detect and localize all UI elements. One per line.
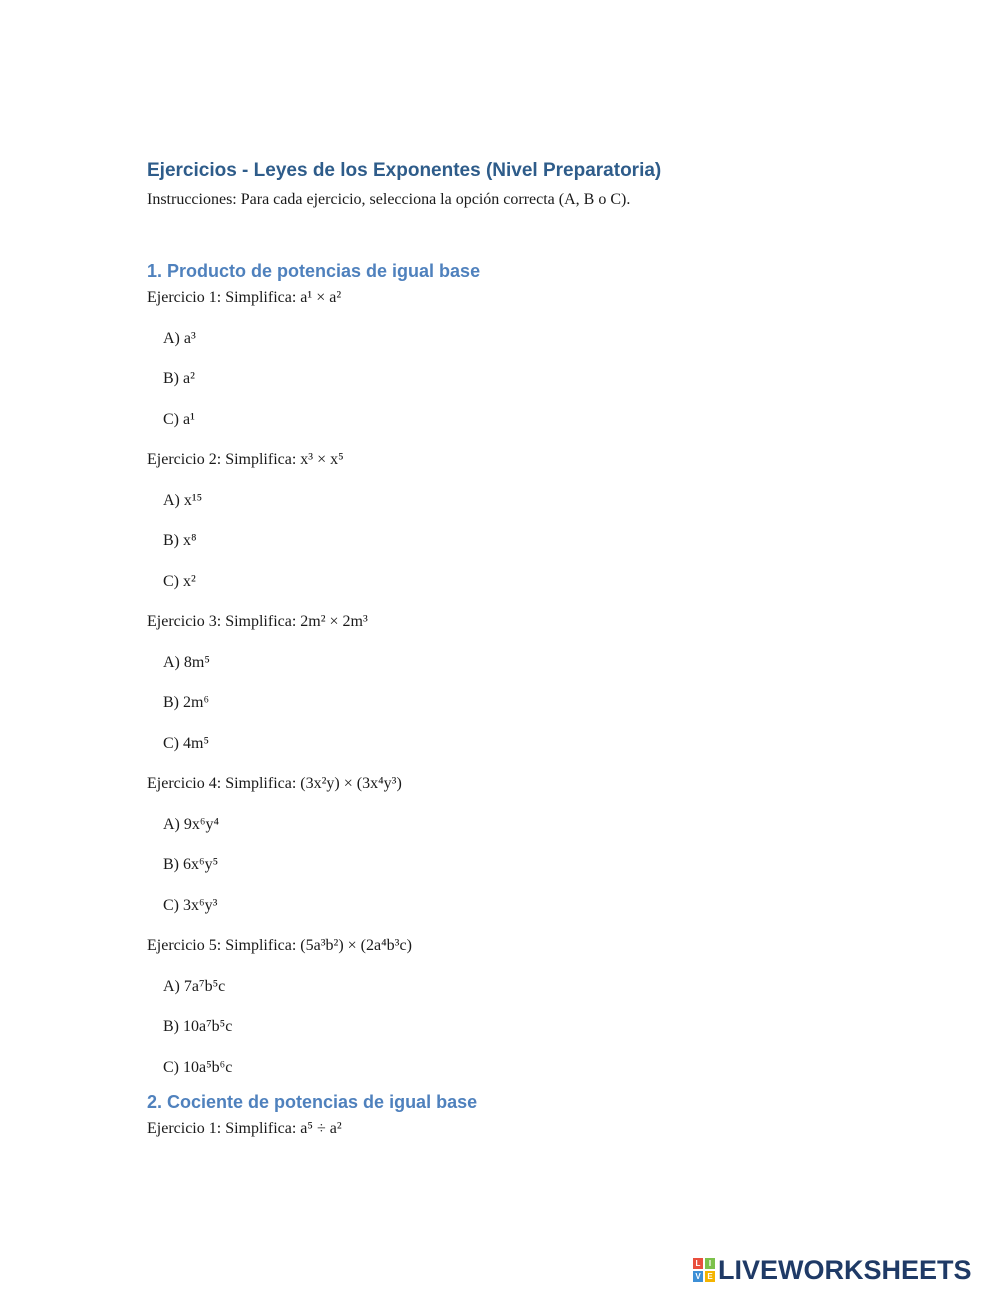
logo-mark-letter: V xyxy=(693,1271,703,1282)
exercise-1 xyxy=(147,286,927,432)
option-b[interactable]: B) x⁸ xyxy=(163,532,197,549)
exercise-prompt: Ejercicio 4: Simplifica: (3x²y) × (3x⁴y³) xyxy=(147,775,402,792)
option-a[interactable]: A) a³ xyxy=(163,329,196,347)
exercise-2 xyxy=(147,448,927,594)
option-b[interactable]: B) 2m⁶ xyxy=(163,694,210,711)
exercise-prompt: Ejercicio 3: Simplifica: 2m² × 2m³ xyxy=(147,613,368,630)
option-c[interactable]: C) 4m⁵ xyxy=(163,734,210,752)
exercise-1 xyxy=(147,1117,927,1141)
section-product xyxy=(147,258,927,1080)
exercise-3 xyxy=(147,610,927,756)
liveworksheets-logo-icon xyxy=(693,1258,715,1282)
liveworksheets-logo xyxy=(693,1256,972,1284)
exercise-prompt: Ejercicio 2: Simplifica: x³ × x⁵ xyxy=(147,451,344,468)
section-title: 2. Cociente de potencias de igual base xyxy=(147,1091,478,1112)
option-a[interactable]: A) 7a⁷b⁵c xyxy=(163,977,226,995)
option-a[interactable]: A) x¹⁵ xyxy=(163,491,203,509)
instructions-text: Instrucciones: Para cada ejercicio, selecciona la opción correcta (A, B o C). xyxy=(147,191,631,208)
section-quotient xyxy=(147,1089,927,1141)
option-b[interactable]: B) a² xyxy=(163,370,195,387)
logo-mark-letter: L xyxy=(693,1258,703,1269)
option-a[interactable]: A) 9x⁶y⁴ xyxy=(163,815,220,833)
option-b[interactable]: B) 6x⁶y⁵ xyxy=(163,856,219,873)
option-c[interactable]: C) a¹ xyxy=(163,410,195,428)
worksheet-page xyxy=(147,158,927,1141)
logo-text: LIVEWORKSHEETS xyxy=(718,1255,972,1285)
document-title: Ejercicios - Leyes de los Exponentes (Nivel Preparatoria) xyxy=(147,160,662,181)
option-a[interactable]: A) 8m⁵ xyxy=(163,653,210,671)
exercise-prompt: Ejercicio 5: Simplifica: (5a³b²) × (2a⁴b³c) xyxy=(147,937,412,954)
logo-mark-letter: I xyxy=(705,1258,715,1269)
logo-mark-letter: E xyxy=(705,1271,715,1282)
exercise-prompt: Ejercicio 1: Simplifica: a⁵ ÷ a² xyxy=(147,1119,342,1137)
section-title: 1. Producto de potencias de igual base xyxy=(147,261,481,281)
exercise-5 xyxy=(147,934,927,1080)
option-c[interactable]: C) 10a⁵b⁶c xyxy=(163,1058,233,1076)
option-c[interactable]: C) x² xyxy=(163,572,196,590)
option-c[interactable]: C) 3x⁶y³ xyxy=(163,896,218,914)
exercise-prompt: Ejercicio 1: Simplifica: a¹ × a² xyxy=(147,289,342,306)
exercise-4 xyxy=(147,772,927,918)
option-b[interactable]: B) 10a⁷b⁵c xyxy=(163,1018,233,1035)
